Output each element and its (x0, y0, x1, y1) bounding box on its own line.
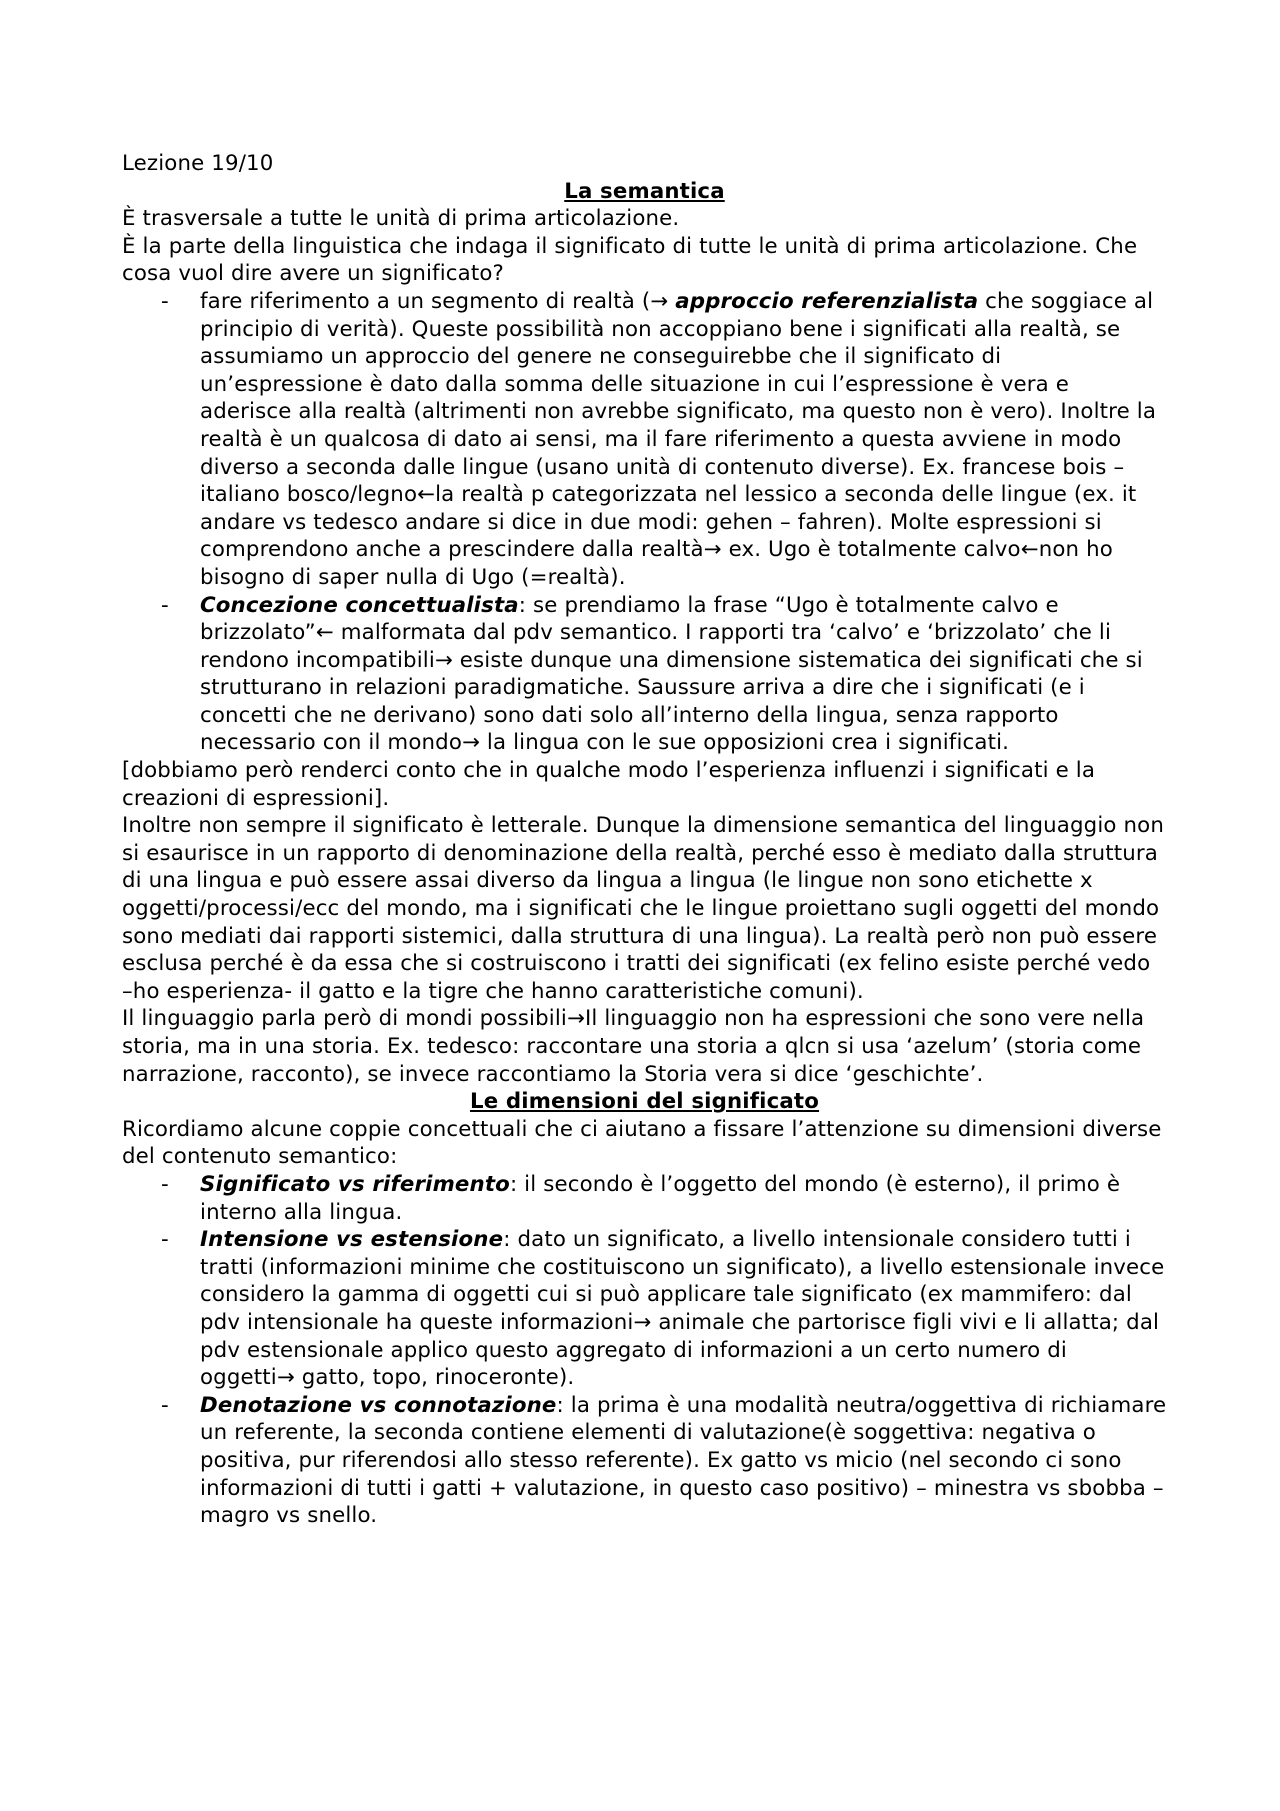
bullet-text-after: : dato un significato, a livello intensionale considero tutti i tratti (informazioni minime che costituiscono un significato), a livello estensionale invece considero la gamma di oggetti cui si può applicare tale significato (ex mammifero: dal pdv intensionale ha queste informazioni→ animale che partorisce figli vivi e li allatta; dal pdv estensionale applico questo aggregato di informazioni a un certo numero di oggetti→ gatto, topo, rinoceronte). (200, 1227, 1165, 1391)
bullet-term: Intensione vs estensione (200, 1227, 504, 1253)
bullet-dash: - (161, 1392, 169, 1418)
bullet-text-after: : se prendiamo la frase “Ugo è totalmente calvo e brizzolato”← malformata dal pdv semantico. I rapporti tra ‘calvo’ e ‘brizzolato’ che li rendono incompatibili→ esiste dunque una dimensione sistematica dei significati che si strutturano in relazioni paradigmatiche. Saussure arriva a dire che i significati (e i concetti che ne derivano) sono dati solo all’interno della lingua, senza rapporto necessario con il mondo→ la lingua con le sue opposizioni crea i significati. (200, 592, 1143, 756)
bullet-text-after: : la prima è una modalità neutra/oggettiva di richiamare un referente, la seconda contiene elementi di valutazione(è soggettiva: negativa o positiva, pur riferendosi allo stesso referente). Ex gatto vs micio (nel secondo ci sono informazioni di tutti i gatti + valutazione, in questo caso positivo) – minestra vs sbobba – magro vs snello. (200, 1392, 1167, 1529)
lesson-title: Lezione 19/10 (122, 151, 274, 176)
bullet-dash: - (161, 592, 169, 618)
bullet-dash: - (161, 288, 169, 314)
bullet-text-after: che soggiace al principio di verità). Queste possibilità non accoppiano bene i significati alla realtà, se assumiamo un approccio del genere ne conseguirebbe che il significato di un’espressione è dato dalla somma delle situazione in cui l’espressione è vera e aderisce alla realtà (altrimenti non avrebbe significato, ma questo non è vero). Inoltre la realtà è un qualcosa di dato ai sensi, ma il fare riferimento a questa avviene in modo diverso a seconda dalle lingue (usano unità di contenuto diverse). Ex. francese bois – italiano bosco/legno←la realtà p categorizzata nel lessico a seconda delle lingue (ex. it andare vs tedesco andare si dice in due modi: gehen – fahren). Molte espressioni si comprendono anche a prescindere dalla realtà→ ex. Ugo è totalmente calvo←non ho bisogno di saper nulla di Ugo (=realtà). (200, 288, 1157, 590)
paragraph-note: [dobbiamo però renderci conto che in qualche modo l’esperienza influenzi i significati e la creazioni di espressioni]. (122, 758, 1096, 811)
bullet-text-before: fare riferimento a un segmento di realtà (→ (200, 288, 676, 314)
bullet-text-after: : il secondo è l’oggetto del mondo (è esterno), il primo è interno alla lingua. (200, 1171, 1121, 1225)
section2-heading: Le dimensioni del significato (469, 1089, 820, 1115)
list-item (122, 592, 1167, 758)
section1-intro: È trasversale a tutte le unità di prima articolazione. È la parte della linguistica che indaga il significato di tutte le unità di prima articolazione. Che cosa vuol dire avere un significato? (122, 206, 1138, 287)
list-item (122, 288, 1167, 592)
paragraph: Il linguaggio parla però di mondi possibili→Il linguaggio non ha espressioni che sono vere nella storia, ma in una storia. Ex. tedesco: raccontare una storia a qlcn si usa ‘azelum’ (storia come narrazione, racconto), se invece raccontiamo la Storia vera si dice ‘geschichte’. (122, 1006, 1145, 1087)
section1-heading: La semantica (564, 178, 725, 204)
paragraph: Inoltre non sempre il significato è letterale. Dunque la dimensione semantica del linguaggio non si esaurisce in un rapporto di denominazione della realtà, perché esso è mediato dalla struttura di una lingua e può essere assai diverso da lingua a lingua (le lingue non sono etichette x oggetti/processi/ecc del mondo, ma i significati che le lingue proiettano sugli oggetti del mondo sono mediati dai rapporti sistemici, dalla struttura di una lingua). La realtà però non può essere esclusa perché è da essa che si costruiscono i tratti dei significati (ex felino esiste perché vedo –ho esperienza- il gatto e la tigre che hanno caratteristiche comuni). (122, 813, 1164, 1004)
section-heading-dimensioni (122, 1088, 1167, 1116)
bullet-dash: - (161, 1227, 169, 1253)
bullet-term: Concezione concettualista (200, 592, 519, 618)
bullet-term: approccio referenzialista (675, 288, 979, 314)
section2-intro: Ricordiamo alcune coppie concettuali che ci aiutano a fissare l’attenzione su dimensioni diverse del contenuto semantico: (122, 1116, 1162, 1170)
list-item (122, 1392, 1167, 1530)
bullet-term: Significato vs riferimento (200, 1171, 510, 1197)
bullet-dash: - (161, 1171, 169, 1197)
list-item (122, 1226, 1167, 1392)
bullet-term: Denotazione vs connotazione (200, 1392, 557, 1418)
document-page (122, 150, 1167, 1530)
section-heading-semantica (122, 178, 1167, 206)
list-item (122, 1171, 1167, 1226)
